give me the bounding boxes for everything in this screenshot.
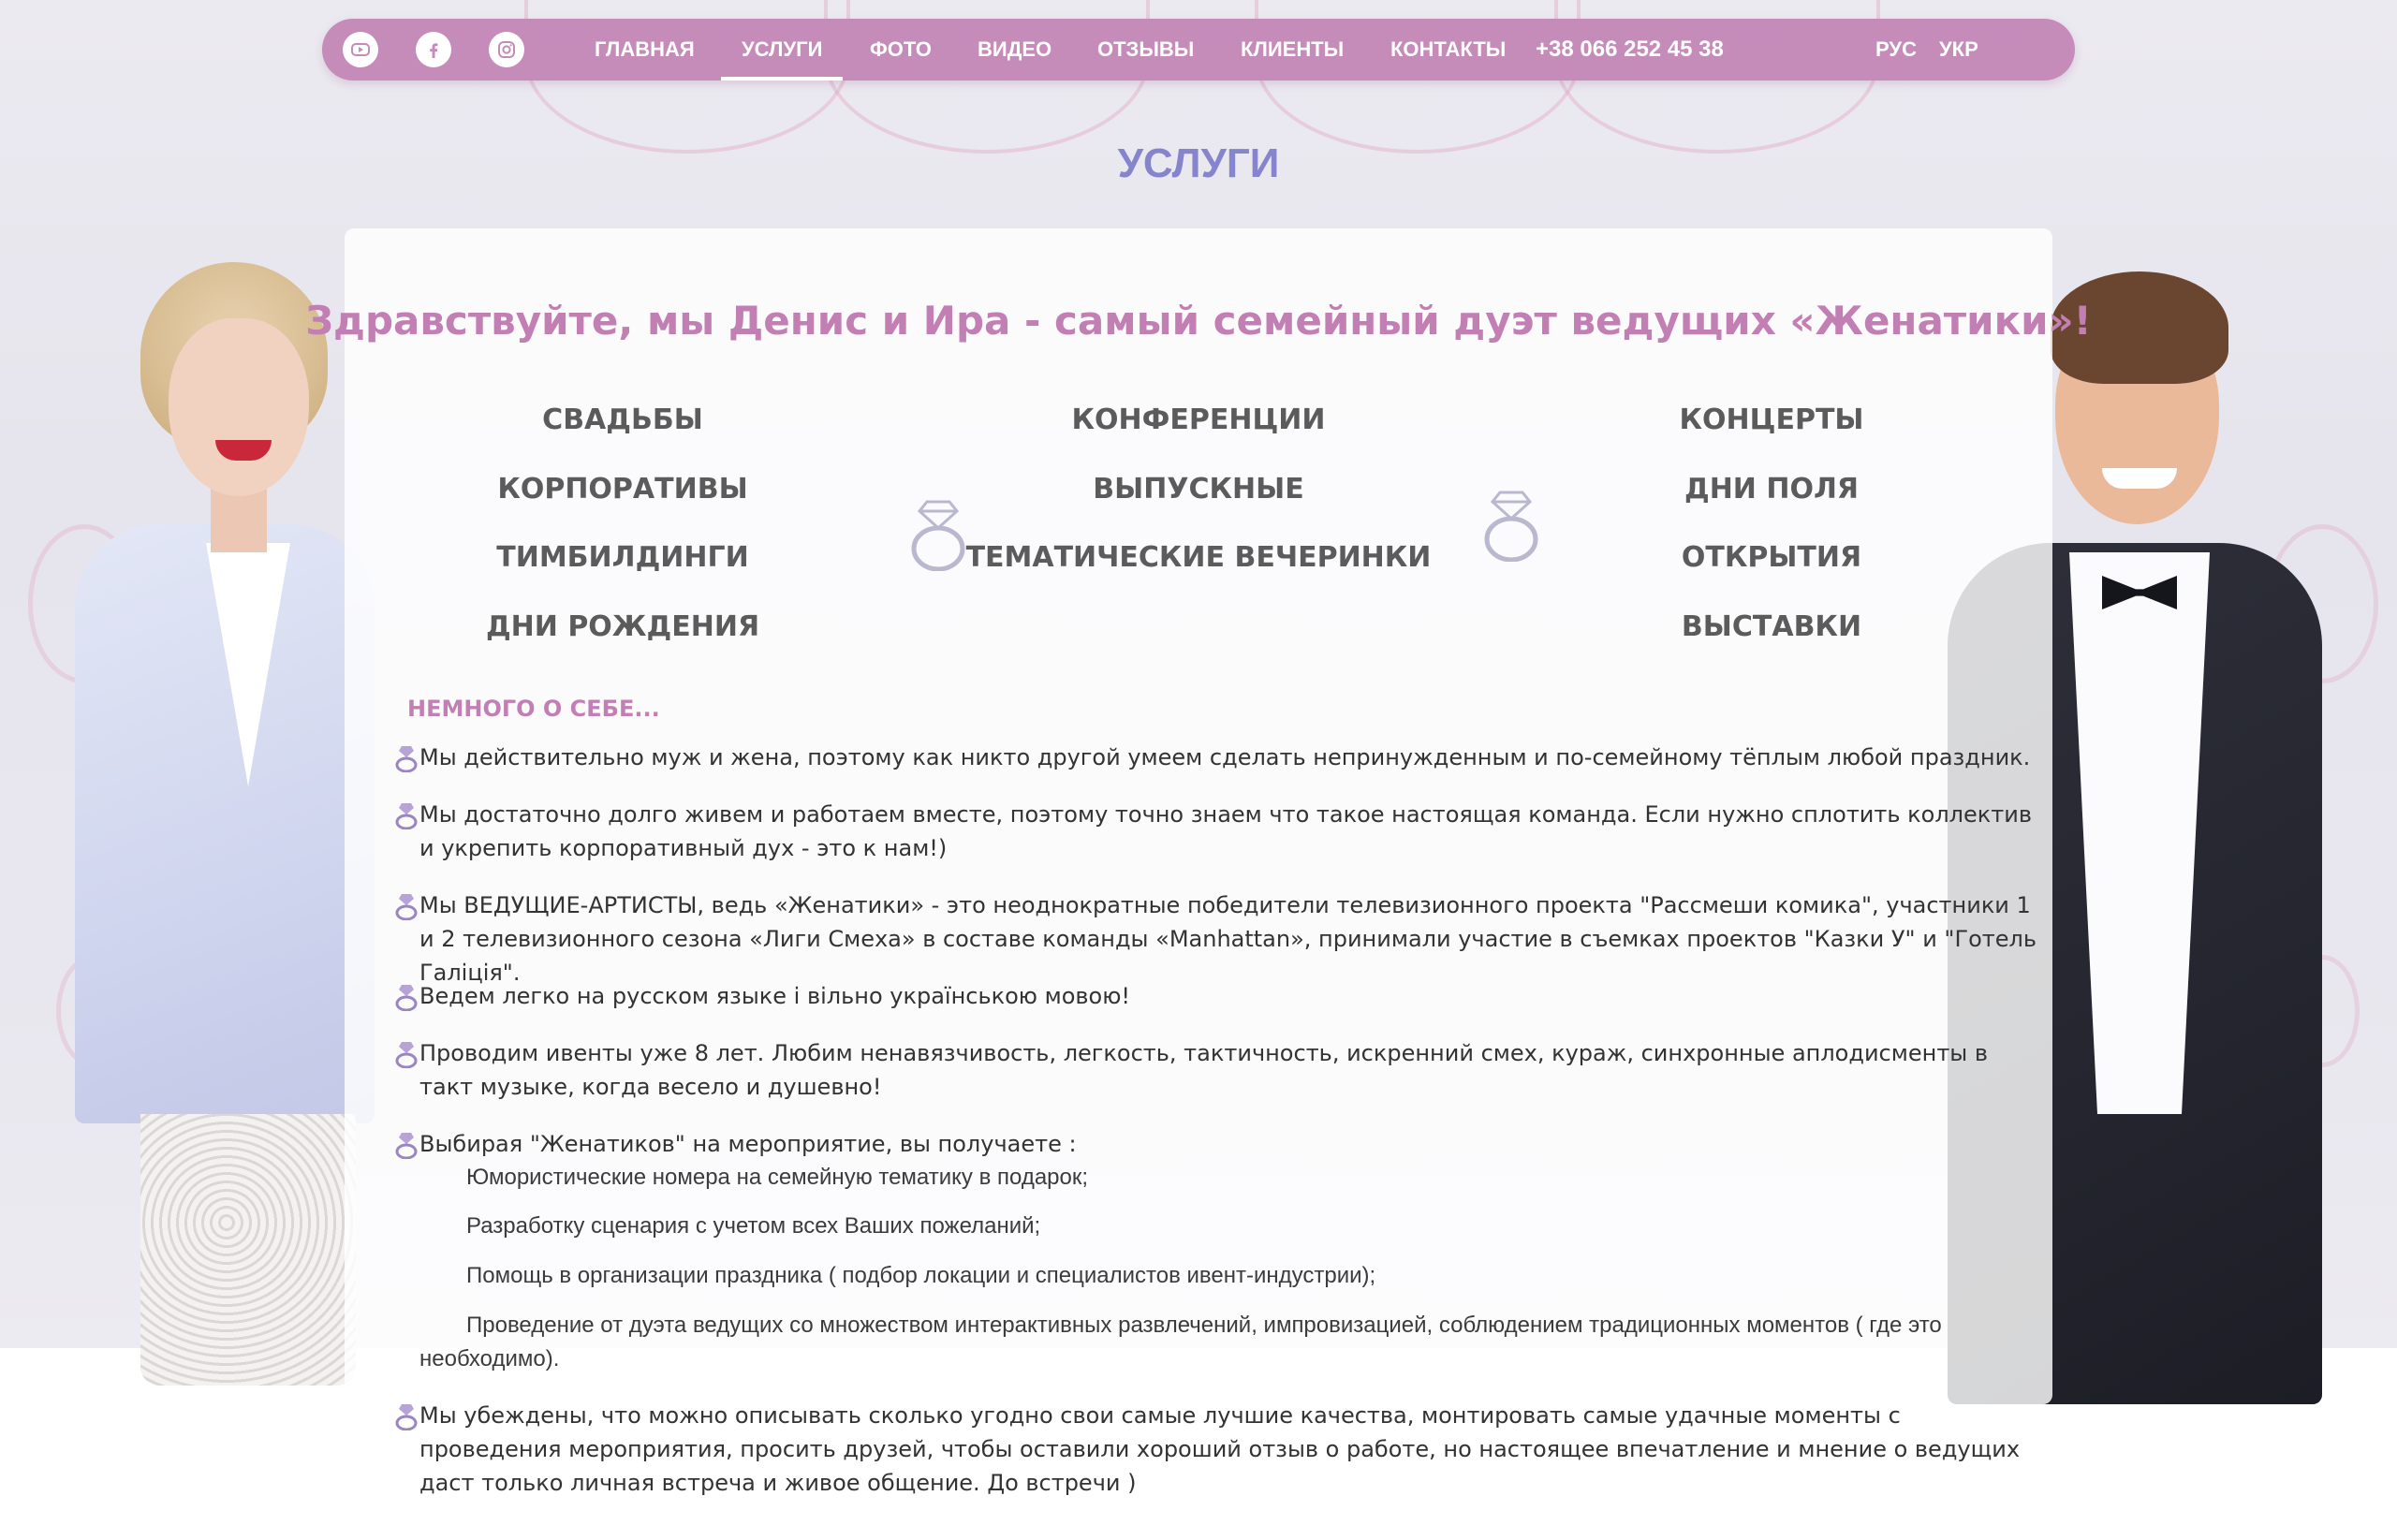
about-paragraph (393, 1036, 2041, 1104)
neck (211, 487, 267, 552)
service-birthdays: ДНИ РОЖДЕНИЯ (485, 610, 760, 643)
benefit-text: Юмористические номера на семейную тематику в подарок; (466, 1165, 1089, 1190)
service-themed-parties: ТЕМАТИЧЕСКИЕ ВЕЧЕРИНКИ (965, 541, 1432, 574)
nav-item-services[interactable]: УСЛУГИ (742, 19, 822, 81)
benefit-item (419, 1259, 2011, 1293)
instagram-icon[interactable] (489, 32, 524, 67)
host-woman-photo (66, 253, 375, 1386)
top-navigation-bar (322, 19, 2075, 81)
service-field-days: ДНИ ПОЛЯ (1684, 473, 1859, 506)
smile (2102, 468, 2177, 489)
ring-icon (901, 496, 976, 571)
nav-item-contacts[interactable]: КОНТАКТЫ (1390, 37, 1507, 61)
benefit-text: Помощь в организации праздника ( подбор локации и специалистов ивент-индустрии); (466, 1263, 1376, 1288)
service-teambuilding: ТИМБИЛДИНГИ (496, 541, 749, 574)
nav-item-home[interactable]: ГЛАВНАЯ (595, 37, 695, 61)
benefit-item (419, 1210, 2011, 1243)
ring-bullet-icon (393, 983, 419, 1011)
about-text: Выбирая "Женатиков" на мероприятие, вы получаете : (419, 1131, 1077, 1157)
nav-item-reviews[interactable]: ОТЗЫВЫ (1097, 37, 1195, 61)
service-corporates: КОРПОРАТИВЫ (497, 473, 748, 506)
face (169, 318, 309, 496)
nav-item-photo[interactable]: ФОТО (870, 37, 932, 61)
ring-bullet-icon (393, 744, 419, 772)
about-text: Мы достаточно долго живем и работаем вместе, поэтому точно знаем что такое настоящая команда. Если нужно сплотить коллектив и укрепить корпоративный дух - это к нам!) (419, 801, 2032, 861)
service-openings: ОТКРЫТИЯ (1681, 541, 1862, 574)
benefit-text: Разработку сценария с учетом всех Ваших пожеланий; (466, 1213, 1041, 1239)
greeting-heading: Здравствуйте, мы Денис и Ира - самый семейный дуэт ведущих «Женатики»! (305, 298, 2092, 344)
youtube-icon[interactable] (343, 32, 378, 67)
about-closing-paragraph (393, 1399, 2041, 1500)
language-uk[interactable]: УКР (1939, 37, 1978, 61)
lace-skirt (140, 1114, 356, 1386)
about-text: Мы действительно муж и жена, поэтому как никто другой умеем сделать непринужденным и по-семейному тёплым любой праздник. (419, 744, 2031, 770)
benefit-item (419, 1309, 2011, 1376)
about-paragraph (393, 741, 2041, 774)
benefit-text: Проведение от дуэта ведущих со множеством интерактивных развлечений, импровизацией, соблюдением традиционных моментов ( где это необходимо). (419, 1313, 1942, 1371)
about-paragraph (393, 798, 2041, 865)
phone-number-link[interactable]: +38 066 252 45 38 (1536, 37, 1724, 62)
about-text: Мы убеждены, что можно описывать сколько угодно свои самые лучшие качества, монтировать самые удачные моменты с проведения мероприятия, просить друзей, чтобы оставили хороший отзыв о работе, но настоящее впечатление и мнение о ведущих даст только личная встреча и живое общение. До встречи ) (419, 1402, 2021, 1496)
ring-bullet-icon (393, 1131, 419, 1159)
language-ru[interactable]: РУС (1875, 37, 1917, 61)
about-paragraph (393, 1127, 2041, 1161)
ring-bullet-icon (393, 1402, 419, 1430)
benefit-item (419, 1161, 2011, 1195)
about-paragraph (393, 888, 2041, 990)
about-text: Мы ВЕДУЩИЕ-АРТИСТЫ, ведь «Женатики» - это неоднократные победители телевизионного проекта "Рассмеши комика", участники 1 и 2 телевизионного сезона «Лиги Смеха» в составе команды «Manhattan», принимали участие в съемках проектов "Казки У" и "Готель Галіція". (419, 892, 2037, 986)
ring-bullet-icon (393, 801, 419, 829)
about-heading: НЕМНОГО О СЕБЕ... (407, 696, 660, 722)
facebook-icon[interactable] (416, 32, 451, 67)
about-text: Проводим ивенты уже 8 лет. Любим ненавязчивость, легкость, тактичность, искренний смех, кураж, синхронные аплодисменты в такт музыке, когда весело и душевно! (419, 1040, 1989, 1100)
nav-item-video[interactable]: ВИДЕО (978, 37, 1052, 61)
service-exhibitions: ВЫСТАВКИ (1681, 610, 1862, 643)
ring-bullet-icon (393, 892, 419, 920)
service-graduations: ВЫПУСКНЫЕ (1093, 473, 1304, 506)
ring-icon (1474, 487, 1549, 562)
page-title: УСЛУГИ (1117, 140, 1280, 186)
service-conferences: КОНФЕРЕНЦИИ (1071, 403, 1326, 436)
service-weddings: СВАДЬБЫ (542, 403, 703, 436)
about-paragraph (393, 979, 2041, 1013)
ring-bullet-icon (393, 1040, 419, 1068)
nav-item-clients[interactable]: КЛИЕНТЫ (1241, 37, 1345, 61)
about-text: Ведем легко на русском языке і вільно українською мовою! (419, 983, 1131, 1009)
service-concerts: КОНЦЕРТЫ (1679, 403, 1864, 436)
